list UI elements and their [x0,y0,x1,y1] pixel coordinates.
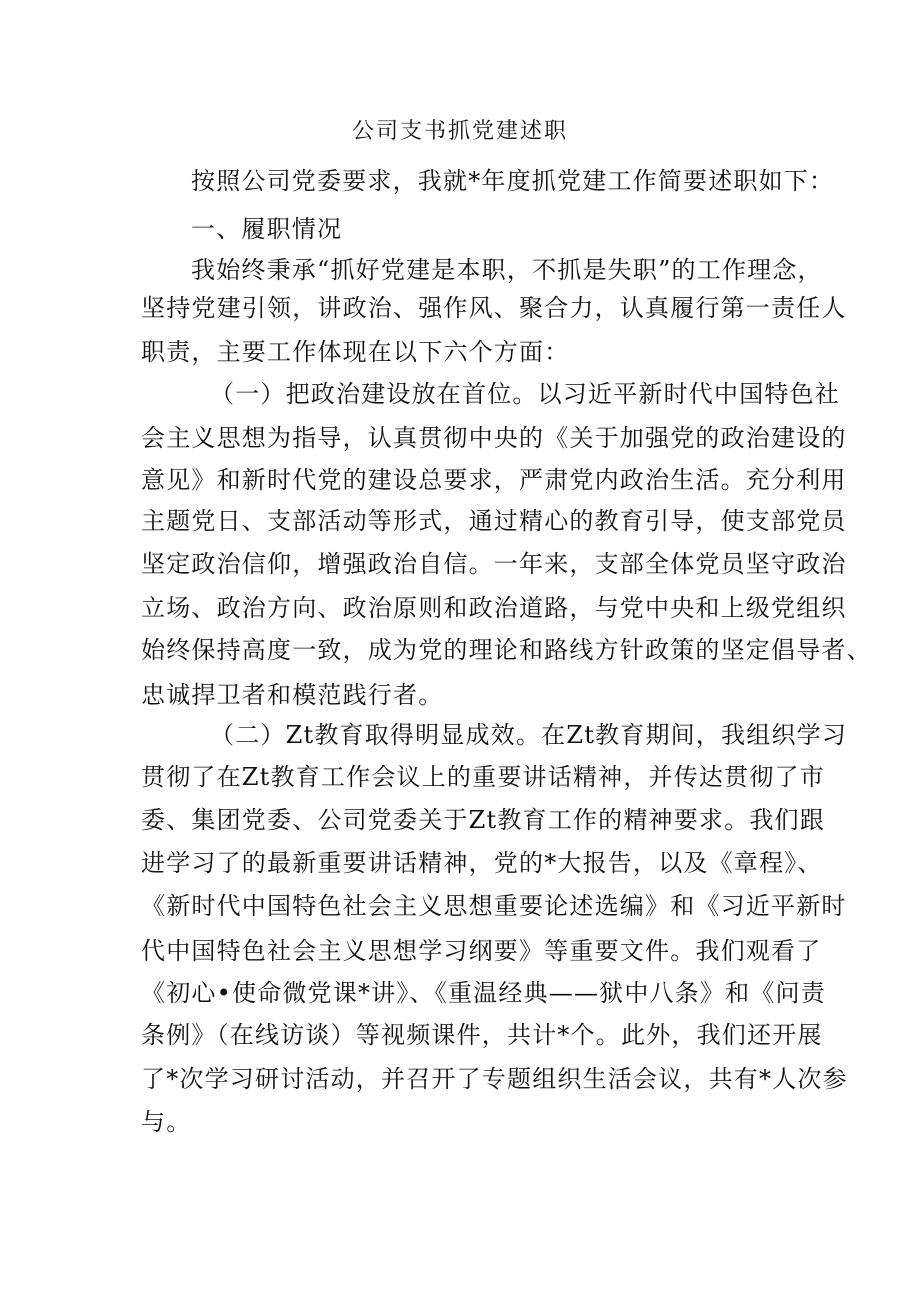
paragraph-line: 主题党日、支部活动等形式，通过精心的教育引导，使支部党员 [141,507,847,535]
paragraph-line: 《初心•使命微党课*讲》、《重温经典——狱中八条》和《问责 [141,979,826,1007]
paragraph-line: 会主义思想为指导，认真贯彻中央的《关于加强党的政治建设的 [141,424,847,452]
paragraph-line: 《新时代中国特色社会主义思想重要论述选编》和《习近平新时 [141,892,847,920]
paragraph-line: 职责，主要工作体现在以下六个方面： [141,338,570,366]
paragraph-line: （一）把政治建设放在首位。以习近平新时代中国特色社 [210,380,840,408]
paragraph-line: 委、集团党委、公司党委关于Zt教育工作的精神要求。我们跟 [141,806,825,834]
paragraph-line: （二）Zt教育取得明显成效。在Zt教育期间，我组织学习 [210,721,848,749]
paragraph-line: 始终保持高度一致，成为党的理论和路线方针政策的坚定倡导者、 [141,636,872,664]
paragraph-line: 贯彻了在Zt教育工作会议上的重要讲话精神，并传达贯彻了市 [141,763,825,791]
paragraph-line: 忠诚捍卫者和模范践行者。 [141,681,444,709]
paragraph-line: 进学习了的最新重要讲话精神，党的*大报告，以及《章程》、 [141,849,823,877]
document-title: 公司支书抓党建述职 [351,119,568,144]
paragraph-line: 代中国特色社会主义思想学习纲要》等重要文件。我们观看了 [141,937,822,965]
paragraph-line: 立场、政治方向、政治原则和政治道路，与党中央和上级党组织 [141,594,847,622]
paragraph-line: 坚定政治信仰，增强政治自信。一年来，支部全体党员坚守政治 [141,550,847,578]
intro-paragraph: 按照公司党委要求，我就*年度抓党建工作简要述职如下： [191,167,835,195]
paragraph-line: 条例》（在线访谈）等视频课件，共计*个。此外，我们还开展 [141,1021,823,1049]
paragraph-line: 了*次学习研讨活动，并召开了专题组织生活会议，共有*人次参 [141,1065,848,1093]
paragraph-line: 意见》和新时代党的建设总要求，严肃党内政治生活。充分利用 [141,466,847,494]
paragraph-line: 与。 [141,1108,192,1136]
section-heading: 一、履职情况 [191,215,343,243]
paragraph-line: 我始终秉承“抓好党建是本职，不抓是失职”的工作理念， [191,256,823,284]
paragraph-line: 坚持党建引领，讲政治、强作风、聚合力，认真履行第一责任人 [141,294,847,322]
